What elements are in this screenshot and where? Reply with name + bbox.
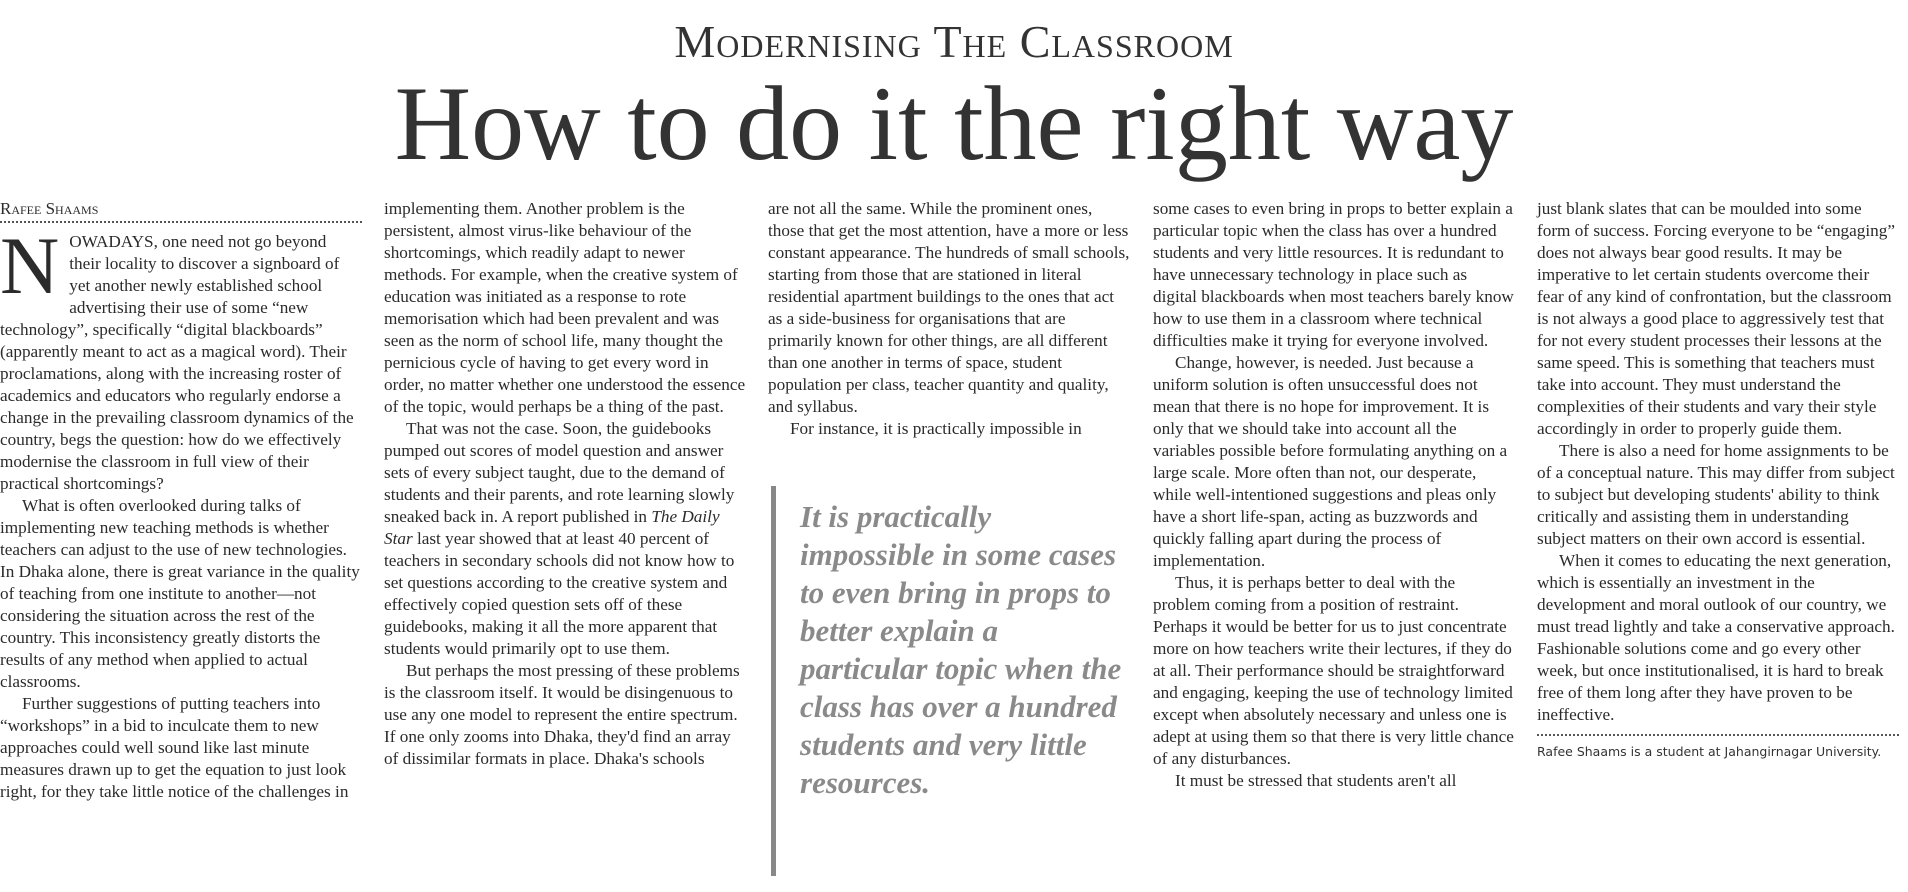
paragraph: just blank slates that can be moulded into some form of success. Forcing everyone to be “engaging” does not always bear good results. It may be imperative to let certain students overcome their fear of any kind of confrontation, but the classroom is not always a good place to aggressively test that for not every student processes their lessons at the same speed. This is something that teachers must take into account. They must understand the complexities of their students and vary their style accordingly in order to properly guide them. (1537, 199, 1895, 438)
article-column-1 (0, 198, 362, 803)
article-headline: How to do it the right way (394, 65, 1514, 182)
paragraph: are not all the same. While the prominent ones, those that get the most attention, have a more or less constant appearance. The hundreds of small schools, starting from those that are stationed in literal residential apartment buildings to the ones that act as a side-business for organisations that are primarily known for other things, are all different than one another in terms of space, student population per class, teacher quantity and quality, and syllabus. (768, 199, 1130, 416)
paragraph: When it comes to educating the next generation, which is essentially an investment in the development and moral outlook of our country, we must tread lightly and take a conservative approach. Fashionable solutions come and go every other week, but once institutionalised, it is hard to break free of them long after they have proven to be ineffective. (1537, 551, 1895, 724)
paragraph: implementing them. Another problem is the persistent, almost virus-like behaviour of the shortcomings, which readily adapt to newer methods. For example, when the creative system of education was initiated as a response to rote memorisation which had been prevalent and was seen as the norm of school life, many thought the pernicious cycle of having to get every word in order, no matter whether one understood the essence of the topic, would perhaps be a thing of the past. (384, 199, 746, 416)
paragraph-text: one need not go beyond their locality to discover a signboard of yet another newly established school advertising their use of some “new technology”, specifically “digital blackboards” (apparently meant to act as a magical word). Their proclamations, along with the increasing roster of academics and educators who regularly endorse a change in the prevailing classroom dynamics of the country, begs the question: how do we effectively modernise the classroom in full view of their practical shortcomings? (0, 232, 354, 493)
paragraph-text: last year showed that at least 40 percent of teachers in secondary schools did not know how to set questions according to the creative system and effectively copied question sets off of these guidebooks, making it all the more apparent that students would primarily opt to use them. (384, 529, 735, 658)
paragraph: Thus, it is perhaps better to deal with the problem coming from a position of restraint. Perhaps it would be better for us to just concentrate more on how teachers write their lectures, if they do at all. Their performance should be straightforward and engaging, keeping the use of technology limited except when absolutely necessary and unless one is adept at using them so that there is very little chance of any disturbances. (1153, 573, 1514, 768)
paragraph: What is often overlooked during talks of implementing new teaching methods is whether teachers can adjust to the use of new technologies. In Dhaka alone, there is great variance in the quality of teaching from one institute to another—not considering the situation across the rest of the country. This inconsistency greatly distorts the results of any method when applied to actual classrooms. (0, 496, 360, 691)
paragraph-text: That was not the case. Soon, the guidebooks pumped out scores of model question and answer sets of every subject taught, due to the demand of students and their parents, and rote learning slowly sneaked back in. A report published in (384, 419, 735, 526)
paragraph: There is also a need for home assignments to be of a conceptual nature. This may differ from subject to subject but developing students' ability to think critically and assisting them in understanding subject matters on their own accord is essential. (1537, 441, 1895, 548)
article-column-2 (384, 198, 746, 770)
author-footnote: Rafee Shaams is a student at Jahangirnagar University. (1537, 734, 1899, 760)
article-column-4 (1153, 198, 1515, 792)
article-column-3 (768, 198, 1130, 440)
publication-name: The Daily Star (384, 507, 720, 548)
pull-quote: It is practically impossible in some cases to even bring in props to better explain a particular topic when the class has over a hundred students and very little resources. (771, 486, 1125, 876)
paragraph (0, 220, 362, 495)
paragraph (384, 418, 746, 660)
paragraph: Change, however, is needed. Just because a uniform solution is often unsuccessful does not mean that there is no hope for improvement. It is only that we should take into account all the variables possible before formulating anything on a large scale. More often than not, our desperate, while well-intentioned suggestions and pleas only have a short life-span, acting as buzzwords and quickly falling apart during the process of implementation. (1153, 353, 1508, 570)
paragraph: For instance, it is practically impossible in (790, 419, 1082, 438)
lead-in: OWADAYS, (69, 232, 158, 251)
article-column-5 (1537, 198, 1899, 760)
paragraph: some cases to even bring in props to better explain a particular topic when the class has over a hundred students and very little resources. It is redundant to have unnecessary technology in place such as digital blackboards when most teachers barely know how to use them in a classroom where technical difficulties make it trying for everyone involved. (1153, 199, 1514, 350)
article-kicker: Modernising The Classroom (674, 16, 1234, 67)
drop-cap: N (0, 220, 60, 311)
author-byline: Rafee Shaams (0, 198, 362, 223)
paragraph: But perhaps the most pressing of these problems is the classroom itself. It would be disingenuous to use any one model to represent the entire spectrum. If one only zooms into Dhaka, they'd find an array of dissimilar formats in place. Dhaka's schools (384, 661, 740, 768)
paragraph: Further suggestions of putting teachers into “workshops” in a bid to inculcate them to new approaches could well sound like last minute measures drawn up to get the equation to just look right, for they take little notice of the challenges in (0, 694, 349, 801)
paragraph: It must be stressed that students aren't all (1175, 771, 1457, 790)
